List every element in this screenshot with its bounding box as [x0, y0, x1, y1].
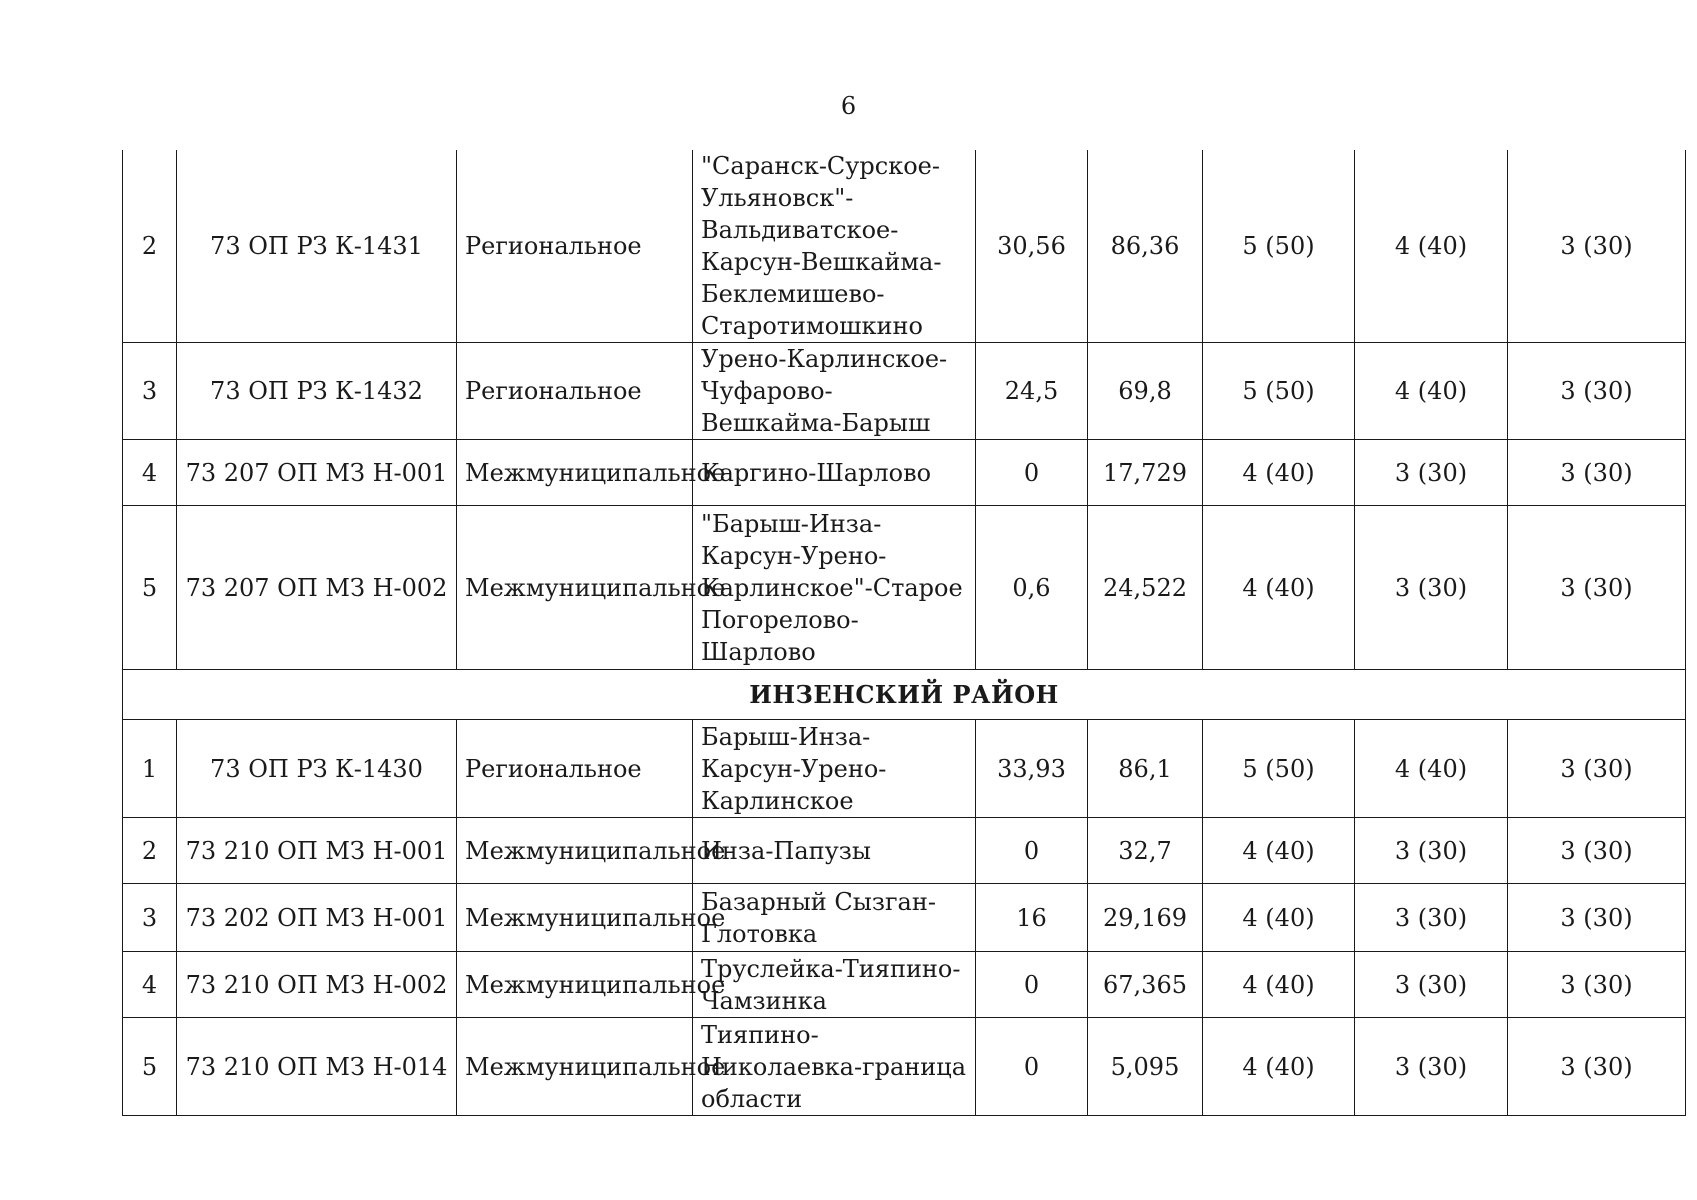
load-3: 3 (30) [1508, 440, 1686, 506]
load-3: 3 (30) [1508, 884, 1686, 952]
start-km: 0 [976, 440, 1088, 506]
load-3: 3 (30) [1508, 343, 1686, 440]
row-number: 1 [123, 720, 177, 818]
road-code: 73 202 ОП МЗ Н-001 [177, 884, 457, 952]
start-km: 30,56 [976, 150, 1088, 343]
load-2: 3 (30) [1355, 1018, 1508, 1116]
table-row [123, 343, 1686, 440]
road-code: 73 ОП РЗ К-1432 [177, 343, 457, 440]
length-km: 86,36 [1088, 150, 1203, 343]
length-km: 86,1 [1088, 720, 1203, 818]
length-km: 29,169 [1088, 884, 1203, 952]
page-number: 6 [840, 92, 857, 120]
roads-table [122, 150, 1686, 1116]
load-3: 3 (30) [1508, 720, 1686, 818]
road-code: 73 207 ОП МЗ Н-001 [177, 440, 457, 506]
load-2: 3 (30) [1355, 952, 1508, 1018]
road-type: Межмуниципальное [457, 1018, 693, 1116]
table-row [123, 720, 1686, 818]
load-1: 5 (50) [1203, 343, 1355, 440]
table-row [123, 150, 1686, 343]
load-2: 3 (30) [1355, 506, 1508, 670]
row-number: 4 [123, 440, 177, 506]
load-3: 3 (30) [1508, 150, 1686, 343]
start-km: 0,6 [976, 506, 1088, 670]
load-3: 3 (30) [1508, 818, 1686, 884]
load-1: 4 (40) [1203, 818, 1355, 884]
table-row [123, 952, 1686, 1018]
road-type: Межмуниципальное [457, 884, 693, 952]
row-number: 2 [123, 818, 177, 884]
start-km: 33,93 [976, 720, 1088, 818]
load-2: 4 (40) [1355, 343, 1508, 440]
section-row [123, 670, 1686, 720]
road-type: Межмуниципальное [457, 818, 693, 884]
table-row [123, 818, 1686, 884]
road-name: Инза-Папузы [693, 818, 976, 884]
length-km: 69,8 [1088, 343, 1203, 440]
table-row [123, 1018, 1686, 1116]
start-km: 0 [976, 952, 1088, 1018]
length-km: 32,7 [1088, 818, 1203, 884]
start-km: 0 [976, 818, 1088, 884]
length-km: 24,522 [1088, 506, 1203, 670]
row-number: 3 [123, 343, 177, 440]
road-type: Межмуниципальное [457, 440, 693, 506]
road-code: 73 ОП РЗ К-1431 [177, 150, 457, 343]
load-3: 3 (30) [1508, 952, 1686, 1018]
row-number: 5 [123, 506, 177, 670]
length-km: 67,365 [1088, 952, 1203, 1018]
road-code: 73 210 ОП МЗ Н-014 [177, 1018, 457, 1116]
road-code: 73 ОП РЗ К-1430 [177, 720, 457, 818]
load-1: 4 (40) [1203, 440, 1355, 506]
start-km: 0 [976, 1018, 1088, 1116]
load-2: 4 (40) [1355, 720, 1508, 818]
section-title: ИНЗЕНСКИЙ РАЙОН [123, 670, 1686, 720]
road-name: Базарный Сызган-Глотовка [693, 884, 976, 952]
load-1: 4 (40) [1203, 1018, 1355, 1116]
road-code: 73 210 ОП МЗ Н-002 [177, 952, 457, 1018]
load-1: 5 (50) [1203, 150, 1355, 343]
load-1: 4 (40) [1203, 884, 1355, 952]
start-km: 24,5 [976, 343, 1088, 440]
start-km: 16 [976, 884, 1088, 952]
load-2: 3 (30) [1355, 884, 1508, 952]
load-2: 3 (30) [1355, 440, 1508, 506]
road-name: Барыш-Инза-Карсун-Урено-Карлинское [693, 720, 976, 818]
load-1: 5 (50) [1203, 720, 1355, 818]
load-1: 4 (40) [1203, 952, 1355, 1018]
load-3: 3 (30) [1508, 506, 1686, 670]
row-number: 4 [123, 952, 177, 1018]
length-km: 5,095 [1088, 1018, 1203, 1116]
load-1: 4 (40) [1203, 506, 1355, 670]
table-row [123, 884, 1686, 952]
length-km: 17,729 [1088, 440, 1203, 506]
road-name: Тияпино-Николаевка-граница области [693, 1018, 976, 1116]
load-2: 4 (40) [1355, 150, 1508, 343]
road-type: Межмуниципальное [457, 952, 693, 1018]
table-row [123, 440, 1686, 506]
road-code: 73 207 ОП МЗ Н-002 [177, 506, 457, 670]
road-name: Труслейка-Тияпино-Чамзинка [693, 952, 976, 1018]
load-2: 3 (30) [1355, 818, 1508, 884]
road-type: Региональное [457, 150, 693, 343]
road-type: Региональное [457, 343, 693, 440]
road-name: Каргино-Шарлово [693, 440, 976, 506]
row-number: 2 [123, 150, 177, 343]
road-name: Урено-Карлинское-Чуфарово-Вешкайма-Барыш [693, 343, 976, 440]
row-number: 5 [123, 1018, 177, 1116]
load-3: 3 (30) [1508, 1018, 1686, 1116]
row-number: 3 [123, 884, 177, 952]
road-name: "Барыш-Инза-Карсун-Урено-Карлинское"-Старое Погорелово-Шарлово [693, 506, 976, 670]
road-code: 73 210 ОП МЗ Н-001 [177, 818, 457, 884]
road-type: Межмуниципальное [457, 506, 693, 670]
table-row [123, 506, 1686, 670]
road-name: "Саранск-Сурское-Ульяновск"-Вальдиватское-Карсун-Вешкайма-Беклемишево-Старотимошкино [693, 150, 976, 343]
road-type: Региональное [457, 720, 693, 818]
